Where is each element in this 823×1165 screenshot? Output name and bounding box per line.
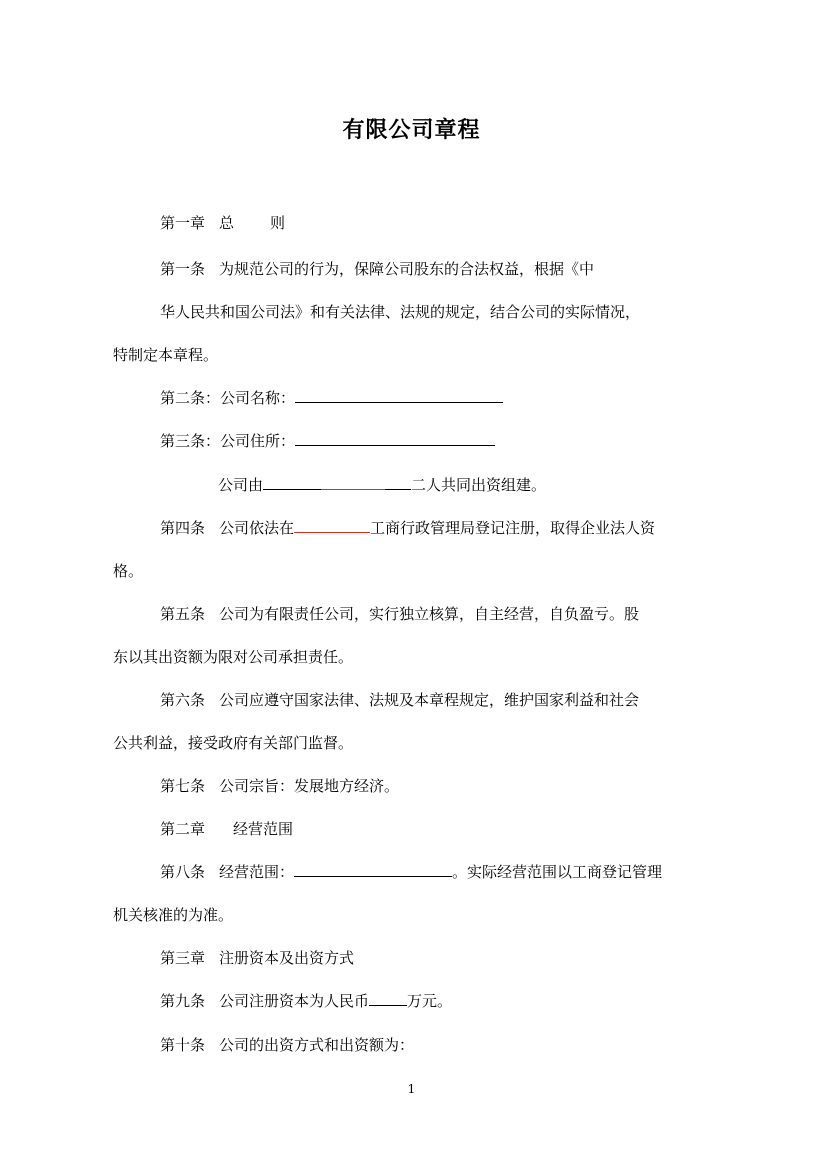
article-10-heading: 第十条 bbox=[160, 1036, 206, 1054]
article-6-line-2: 公共利益，接受政府有关部门监督。 bbox=[113, 734, 354, 752]
chapter-1-number: 第一章 bbox=[160, 214, 206, 232]
article-10-line bbox=[160, 1035, 414, 1055]
shareholders-blank-2[interactable] bbox=[321, 475, 385, 490]
article-2-text: 第二条：公司名称： bbox=[160, 389, 296, 407]
article-4-line-2: 格。 bbox=[113, 562, 144, 580]
article-4-heading: 第四条 bbox=[160, 519, 206, 537]
article-8-line-1 bbox=[160, 862, 662, 882]
article-9-line bbox=[160, 991, 452, 1011]
article-5-line-2: 东以其出资额为限对公司承担责任。 bbox=[113, 648, 354, 666]
article-5-line-1 bbox=[160, 604, 639, 624]
article-8-heading: 第八条 bbox=[160, 863, 206, 881]
chapter-1-heading bbox=[160, 213, 285, 233]
chapter-2-title: 经营范围 bbox=[233, 820, 294, 838]
article-1-text: 为规范公司的行为，保障公司股东的合法权益，根据《中 bbox=[219, 260, 595, 278]
company-address-blank[interactable] bbox=[295, 431, 495, 446]
chapter-1-word-2: 则 bbox=[270, 214, 286, 232]
article-8-text-post: 。实际经营范围以工商登记管理 bbox=[452, 863, 663, 881]
article-6-heading: 第六条 bbox=[160, 691, 206, 709]
chapter-3-number: 第三章 bbox=[160, 949, 206, 967]
article-1-line-3: 特制定本章程。 bbox=[113, 346, 219, 364]
chapter-2-number: 第二章 bbox=[160, 820, 206, 838]
chapter-1-word-1: 总 bbox=[219, 214, 235, 232]
registered-capital-blank[interactable] bbox=[369, 991, 407, 1006]
article-8-line-2: 机关核准的为准。 bbox=[113, 906, 234, 924]
shareholders-text-pre: 公司由 bbox=[218, 476, 264, 494]
article-9-text-post: 万元。 bbox=[407, 992, 453, 1010]
article-7-text: 公司宗旨：发展地方经济。 bbox=[219, 777, 400, 795]
article-9-heading: 第九条 bbox=[160, 992, 206, 1010]
shareholders-line bbox=[218, 475, 546, 495]
article-4-text-post: 工商行政管理局登记注册，取得企业法人资 bbox=[370, 519, 656, 537]
company-name-blank[interactable] bbox=[295, 388, 503, 403]
article-6-text: 公司应遵守国家法律、法规及本章程规定，维护国家利益和社会 bbox=[219, 691, 640, 709]
article-3-line bbox=[160, 431, 495, 451]
article-1-heading: 第一条 bbox=[160, 260, 206, 278]
business-scope-blank[interactable] bbox=[294, 862, 452, 877]
chapter-3-title: 注册资本及出资方式 bbox=[219, 949, 355, 967]
chapter-2-heading bbox=[160, 819, 293, 839]
article-8-text-pre: 经营范围： bbox=[219, 863, 295, 881]
article-4-line-1 bbox=[160, 518, 655, 538]
article-3-text: 第三条：公司住所： bbox=[160, 432, 296, 450]
article-2-line bbox=[160, 388, 503, 408]
article-9-text-pre: 公司注册资本为人民币 bbox=[219, 992, 370, 1010]
article-4-text-pre: 公司依法在 bbox=[219, 519, 295, 537]
article-6-line-1 bbox=[160, 690, 639, 710]
article-1-line-1 bbox=[160, 259, 594, 279]
page-number: 1 bbox=[407, 1082, 416, 1096]
article-7-line bbox=[160, 776, 399, 796]
registration-bureau-blank[interactable] bbox=[294, 518, 370, 533]
chapter-3-heading bbox=[160, 948, 354, 968]
article-10-text: 公司的出资方式和出资额为： bbox=[219, 1036, 415, 1054]
article-1-line-2: 华人民共和国公司法》和有关法律、法规的规定，结合公司的实际情况， bbox=[160, 303, 641, 321]
article-5-heading: 第五条 bbox=[160, 605, 206, 623]
article-5-text: 公司为有限责任公司，实行独立核算，自主经营，自负盈亏。股 bbox=[219, 605, 640, 623]
document-title: 有限公司章程 bbox=[342, 118, 481, 143]
article-7-heading: 第七条 bbox=[160, 777, 206, 795]
shareholders-blank-3[interactable] bbox=[385, 475, 411, 490]
shareholders-text-post: 二人共同出资组建。 bbox=[411, 476, 547, 494]
shareholders-blank-1[interactable] bbox=[263, 475, 321, 490]
